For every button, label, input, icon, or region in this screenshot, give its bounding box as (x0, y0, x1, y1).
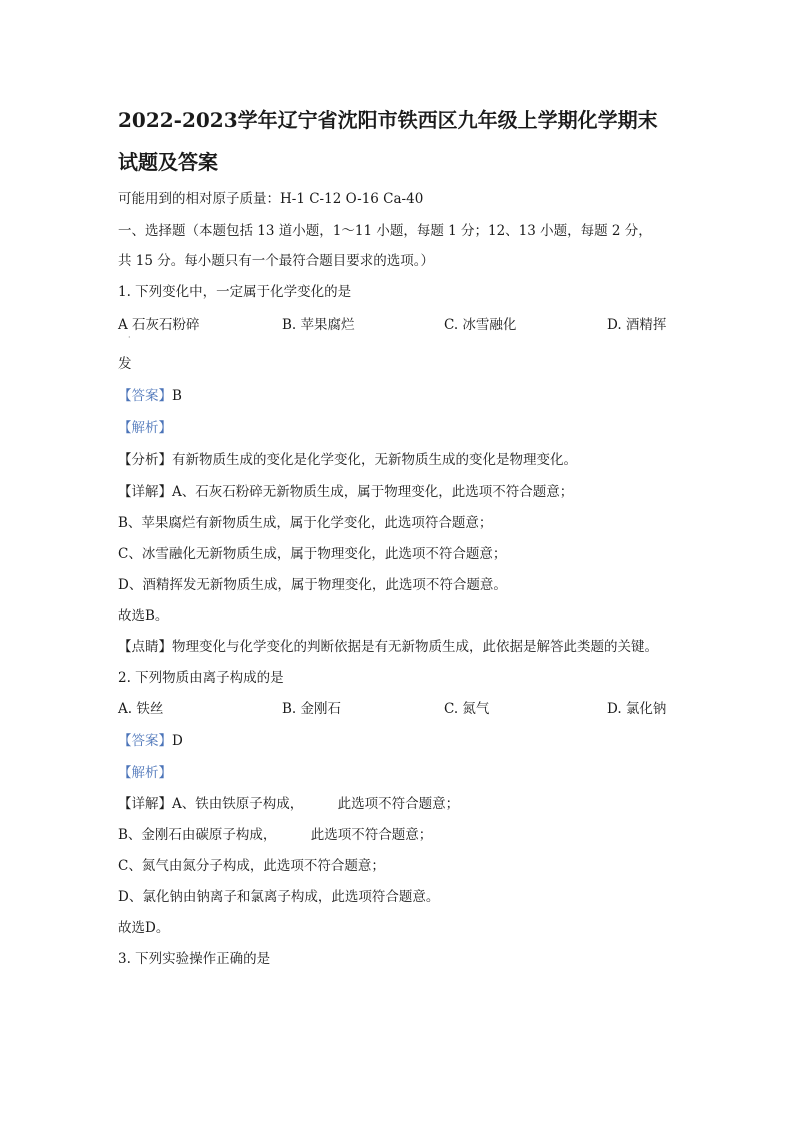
q2-answer (118, 729, 183, 749)
detail-text: A、石灰石粉碎无新物质生成，属于物理变化，此选项不符合题意； (172, 484, 574, 500)
q2-option-b: B. 金刚石 (282, 701, 342, 717)
q1-detail-a (118, 480, 573, 500)
detail-label: 【详解】 (118, 484, 172, 500)
comment-text: 物理变化与化学变化的判断依据是有无新物质生成，此依据是解答此类题的关键。 (172, 639, 658, 655)
comment-label: 【点睛】 (118, 639, 172, 655)
detail-text: A、铁由铁原子构成， 此选项不符合题意； (172, 796, 460, 812)
q2-option-c: C. 氮气 (444, 701, 490, 717)
q1-analysis (118, 448, 577, 468)
answer-label: 【答案】 (118, 388, 172, 404)
q1-analysis-label: 【解析】 (118, 420, 172, 436)
q2-detail-c: C、氮气由氮分子构成，此选项不符合题意； (118, 858, 385, 874)
q1-comment (118, 635, 658, 655)
q3-stem: 3. 下列实验操作正确的是 (118, 951, 271, 967)
answer-value: B (172, 388, 182, 404)
title-line-1: 2022-2023学年辽宁省沈阳市铁西区九年级上学期化学期末 (118, 108, 658, 132)
q2-detail-a (118, 792, 459, 812)
q2-detail-b: B、金刚石由碳原子构成， 此选项不符合题意； (118, 827, 433, 843)
answer-value: D (172, 733, 183, 749)
q1-stem: 1. 下列变化中，一定属于化学变化的是 (118, 284, 352, 300)
q1-option-d: D. 酒精挥 (607, 317, 667, 333)
q2-analysis-label: 【解析】 (118, 765, 172, 781)
detail-label: 【详解】 (118, 796, 172, 812)
q1-option-d-wrap: 发 (118, 356, 132, 372)
section-instructions-1: 一、选择题（本题包括 13 道小题，1～11 小题，每题 1 分；12、13 小题，每题 2 分， (118, 223, 652, 239)
q1-detail-c: C、冰雪融化无新物质生成，属于物理变化，此选项不符合题意； (118, 546, 507, 562)
title-line-2: 试题及答案 (118, 150, 218, 174)
stray-dot: · (128, 333, 131, 342)
q2-conclusion: 故选D。 (118, 920, 170, 936)
q2-detail-d: D、氯化钠由钠离子和氯离子构成，此选项符合题意。 (118, 889, 440, 905)
analysis-intro-text: 有新物质生成的变化是化学变化，无新物质生成的变化是物理变化。 (172, 452, 577, 468)
q1-detail-d: D、酒精挥发无新物质生成，属于物理变化，此选项不符合题意。 (118, 577, 507, 593)
answer-label: 【答案】 (118, 733, 172, 749)
analysis-intro-label: 【分析】 (118, 452, 172, 468)
section-instructions-2: 共 15 分。每小题只有一个最符合题目要求的选项。） (118, 253, 435, 269)
q2-option-d: D. 氯化钠 (607, 701, 667, 717)
q1-detail-b: B、苹果腐烂有新物质生成，属于化学变化，此选项符合题意； (118, 515, 493, 531)
q2-stem: 2. 下列物质由离子构成的是 (118, 670, 284, 686)
q1-answer (118, 384, 182, 404)
q1-option-c: C. 冰雪融化 (444, 317, 517, 333)
q1-option-b: B. 苹果腐烂 (282, 317, 355, 333)
q1-conclusion: 故选B。 (118, 608, 169, 624)
q1-option-a: A 石灰石粉碎 (118, 317, 200, 333)
atomic-mass-note: 可能用到的相对原子质量：H-1 C-12 O-16 Ca-40 (118, 191, 424, 207)
q2-option-a: A. 铁丝 (118, 701, 164, 717)
